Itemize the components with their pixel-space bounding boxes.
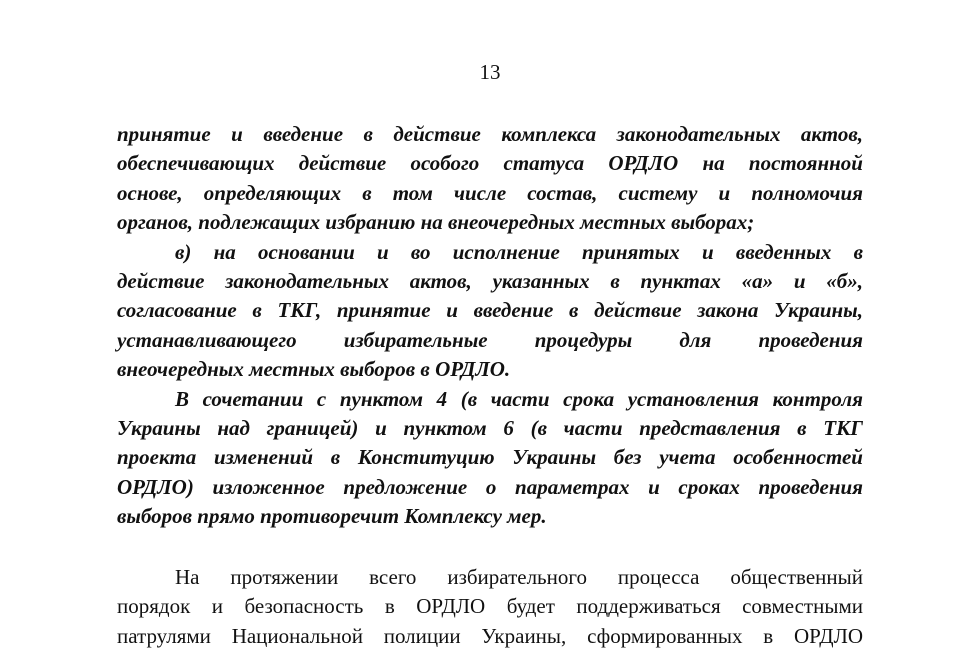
text-line: обеспечивающих действие особого статуса ОРДЛО на постоянной (117, 151, 863, 176)
text-line: проекта изменений в Конституцию Украины без учета особенностей (117, 445, 863, 470)
plain-text-block (117, 563, 863, 650)
text-line: в) на основании и во исполнение принятых и введенных в (175, 239, 863, 264)
text-line: На протяжении всего избирательного процесса общественный (175, 565, 863, 589)
text-line: устанавливающего избирательные процедуры для проведения (117, 327, 863, 352)
text-line: патрулями Национальной полиции Украины, сформированных в ОРДЛО (117, 623, 863, 648)
text-line: Украины над границей) и пунктом 6 (в части представления в ТКГ (117, 415, 863, 440)
text-line: согласование в ТКГ, принятие и введение в действие закона Украины, (117, 298, 863, 323)
page-number: 13 (479, 60, 501, 84)
text-line: принятие и введение в действие комплекса законодательных актов, (117, 122, 863, 146)
text-line: ОРДЛО) изложенное предложение о параметрах и сроках проведения (117, 474, 863, 499)
text-line: органов, подлежащих избранию на внеочередных местных выборах; (117, 210, 755, 235)
bold-italic-text-block (117, 120, 863, 531)
text-line: порядок и безопасность в ОРДЛО будет поддерживаться совместными (117, 594, 863, 619)
text-line: выборов прямо противоречит Комплексу мер. (117, 504, 547, 529)
text-line: В сочетании с пунктом 4 (в части срока установления контроля (175, 386, 863, 411)
text-line: действие законодательных актов, указанных в пунктах «а» и «б», (117, 268, 863, 293)
text-line: основе, определяющих в том числе состав, систему и полномочия (117, 180, 863, 205)
text-line: внеочередных местных выборов в ОРДЛО. (117, 357, 511, 382)
